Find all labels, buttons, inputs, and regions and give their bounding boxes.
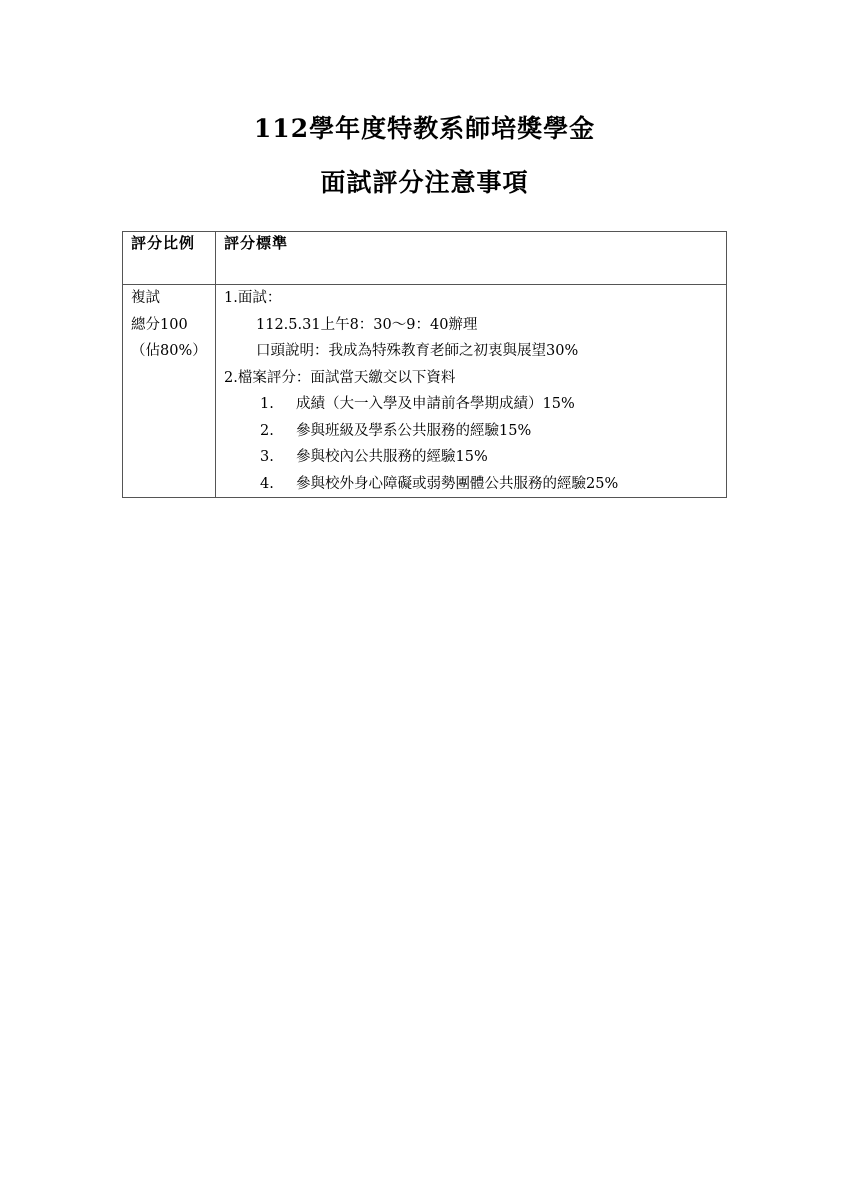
ratio-weight: （佔80%）: [131, 343, 207, 359]
list-item-text: 參與校內公共服務的經驗15%: [296, 449, 488, 465]
list-item: [224, 391, 718, 418]
list-item-number: 4.: [260, 475, 274, 492]
table-row: [123, 285, 727, 498]
ratio-stage: 複試: [131, 290, 160, 306]
list-item-text: 成績（大一入學及申請前各學期成績）15%: [296, 396, 575, 412]
portfolio-heading: 2.檔案評分：面試當天繳交以下資料: [224, 369, 456, 386]
list-item-text: 參與校外身心障礙或弱勢團體公共服務的經驗25%: [296, 475, 619, 492]
header-criteria: 評分標準: [216, 232, 727, 285]
criteria-cell: [216, 285, 727, 498]
ratio-cell: [123, 285, 216, 498]
ratio-total: 總分100: [131, 316, 188, 333]
list-item-number: 2.: [260, 422, 274, 439]
list-item: [224, 444, 718, 471]
interview-schedule: 112.5.31上午8：30～9：40辦理: [256, 316, 478, 333]
table-header-row: [123, 232, 727, 285]
interview-oral: 口頭說明：我成為特殊教育老師之初衷與展望30%: [256, 343, 579, 359]
list-item-text: 參與班級及學系公共服務的經驗15%: [296, 422, 532, 439]
document-subtitle: 面試評分注意事項: [320, 168, 529, 197]
interview-heading: 1.面試：: [224, 290, 282, 306]
list-item: [224, 471, 718, 498]
list-item: [224, 418, 718, 445]
document-title: 112學年度特教系師培獎學金: [253, 114, 596, 143]
header-ratio: 評分比例: [123, 232, 216, 285]
list-item-number: 3.: [260, 449, 274, 465]
list-item-number: 1.: [260, 396, 274, 412]
scoring-table: [122, 231, 727, 498]
